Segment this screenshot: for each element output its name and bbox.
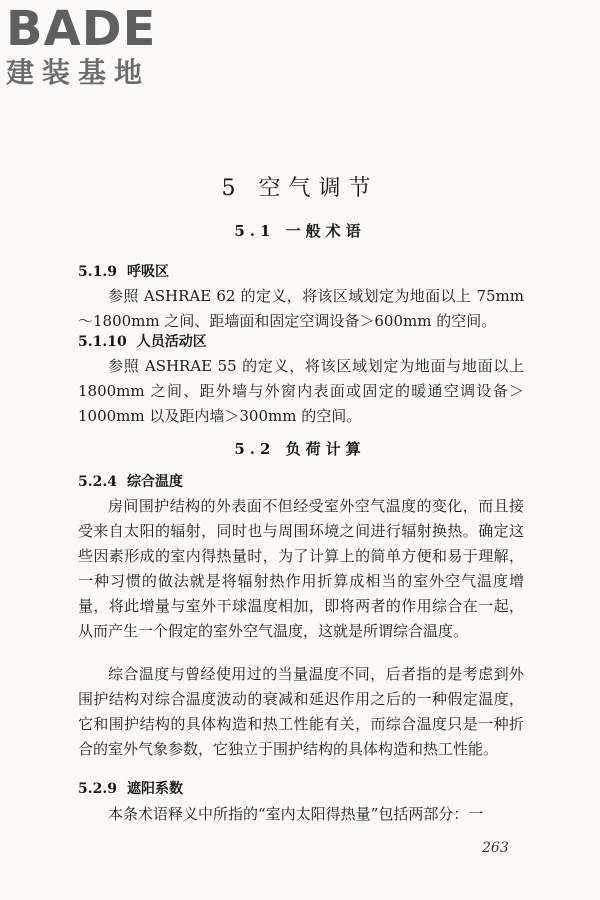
term-number: 5.2.9 — [78, 781, 117, 797]
term-title: 遮阳系数 — [126, 781, 183, 797]
term-heading — [78, 778, 183, 800]
term-number: 5.2.4 — [78, 474, 117, 490]
logo-subtitle: 建装基地 — [6, 56, 151, 89]
section-heading: 5.2 负荷计算 — [234, 440, 366, 458]
term-number: 5.1.10 — [78, 334, 127, 350]
logo-brand: BADE — [6, 1, 157, 57]
term-heading — [78, 331, 207, 353]
page-number: 263 — [482, 840, 509, 856]
paragraph: 房间围护结构的外表面不但经受室外空气温度的变化，而且接受来自太阳的辐射，同时也与周围环境之间进行辐射换热。确定这些因素形成的室内得热量时，为了计算上的简单方便和易于理解，一种习惯的做法就是将辐射热作用折算成相当的室外空气温度增量，将此增量与室外干球温度相加，即将两者的作用综合在一起，从而产生一个假定的室外空气温度，这就是所谓综合温度。 — [78, 497, 524, 640]
term-number: 5.1.9 — [78, 264, 117, 280]
section-heading: 5.1 一般术语 — [234, 222, 366, 240]
paragraph: 综合温度与曾经使用过的当量温度不同，后者指的是考虑到外围护结构对综合温度波动的衰减和延迟作用之后的一种假定温度，它和围护结构的具体构造和热工性能有关，而综合温度只是一种折合的室外气象参数，它独立于围护结构的具体构造和热工性能。 — [78, 665, 524, 758]
paragraph: 本条术语释义中所指的“室内太阳得热量”包括两部分：一 — [108, 805, 484, 823]
term-title: 综合温度 — [126, 474, 183, 490]
chapter-title: 5 空气调节 — [221, 176, 379, 201]
paragraph: 参照 ASHRAE 55 的定义，将该区域划定为地面与地面以上 1800mm 之间、距外墙与外窗内表面或固定的暖通空调设备＞1000mm 以及距内墙＞300mm 的空间。 — [78, 357, 524, 425]
logo — [6, 1, 176, 90]
term-heading — [78, 471, 183, 493]
term-heading — [78, 261, 169, 283]
term-title: 人员活动区 — [136, 334, 207, 350]
paragraph: 参照 ASHRAE 62 的定义，将该区域划定为地面以上 75mm ～1800mm 之间、距墙面和固定空调设备＞600mm 的空间。 — [78, 287, 524, 330]
term-title: 呼吸区 — [126, 264, 169, 280]
